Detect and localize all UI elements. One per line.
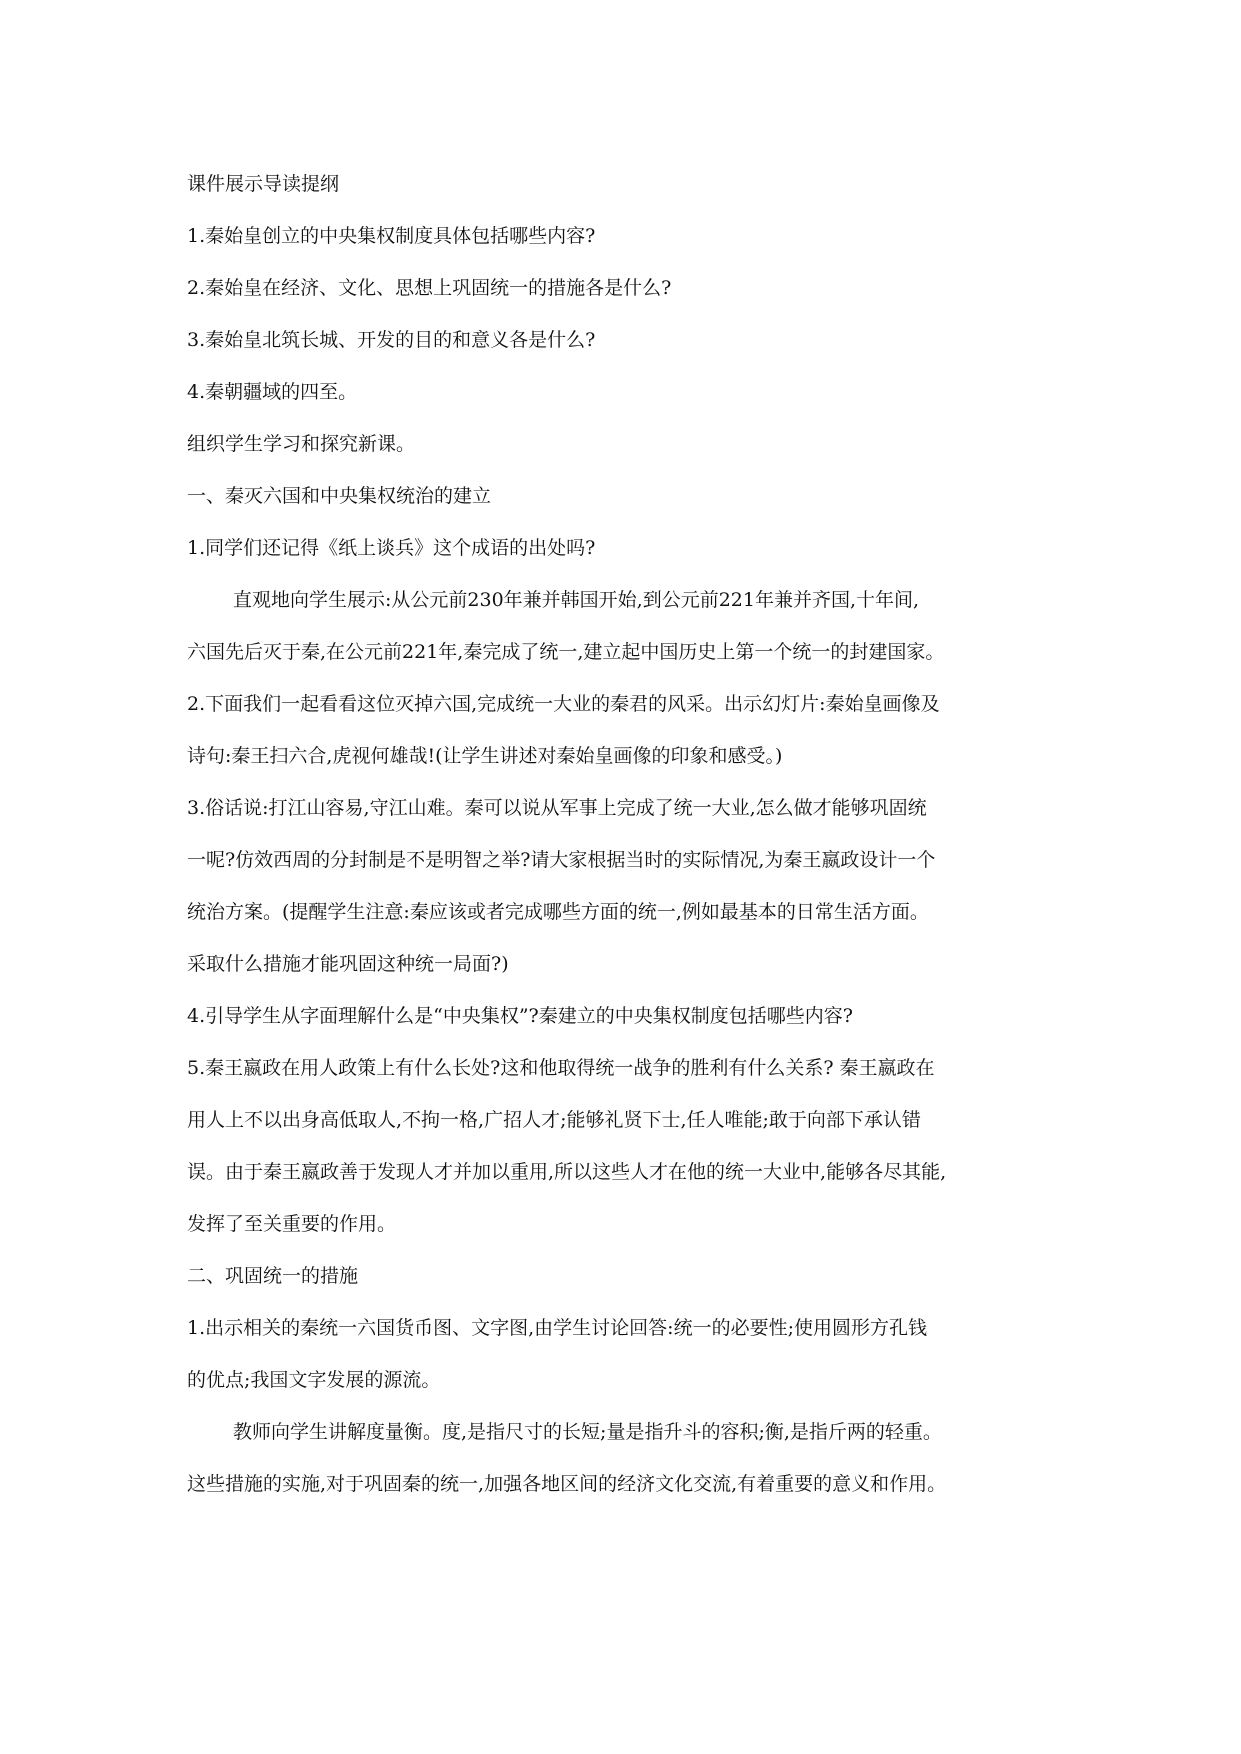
- paragraph: 3.俗话说:打江山容易,守江山难。秦可以说从军事上完成了统一大业,怎么做才能够巩固统: [187, 797, 927, 819]
- paragraph: 这些措施的实施,对于巩固秦的统一,加强各地区间的经济文化交流,有着重要的意义和作用。: [187, 1473, 947, 1495]
- paragraph: 误。由于秦王嬴政善于发现人才并加以重用,所以这些人才在他的统一大业中,能够各尽其能,: [187, 1161, 947, 1183]
- section-heading: 二、巩固统一的措施: [187, 1265, 359, 1287]
- paragraph: 4.秦朝疆域的四至。: [187, 381, 358, 403]
- paragraph: 2.下面我们一起看看这位灭掉六国,完成统一大业的秦君的风采。出示幻灯片:秦始皇画像及: [187, 693, 940, 715]
- document-body: [187, 158, 1067, 1510]
- section-heading: 一、秦灭六国和中央集权统治的建立: [187, 485, 492, 507]
- paragraph: 采取什么措施才能巩固这种统一局面?): [187, 953, 509, 975]
- paragraph: 一呢?仿效西周的分封制是不是明智之举?请大家根据当时的实际情况,为秦王嬴政设计一个: [187, 849, 936, 871]
- paragraph: 的优点;我国文字发展的源流。: [187, 1369, 441, 1391]
- paragraph: 1.出示相关的秦统一六国货币图、文字图,由学生讨论回答:统一的必要性;使用圆形方孔钱: [187, 1317, 927, 1339]
- paragraph: 4.引导学生从字面理解什么是“中央集权”?秦建立的中央集权制度包括哪些内容?: [187, 1005, 853, 1027]
- paragraph: 直观地向学生展示:从公元前230年兼并韩国开始,到公元前221年兼并齐国,十年间,: [233, 589, 920, 611]
- paragraph: 统治方案。(提醒学生注意:秦应该或者完成哪些方面的统一,例如最基本的日常生活方面。: [187, 901, 929, 923]
- paragraph: 诗句:秦王扫六合,虎视何雄哉!(让学生讲述对秦始皇画像的印象和感受。): [187, 745, 783, 767]
- paragraph: 2.秦始皇在经济、文化、思想上巩固统一的措施各是什么?: [187, 277, 672, 299]
- paragraph: 用人上不以出身高低取人,不拘一格,广招人才;能够礼贤下士,任人唯能;敢于向部下承认错: [187, 1109, 921, 1131]
- paragraph: 1.秦始皇创立的中央集权制度具体包括哪些内容?: [187, 225, 596, 247]
- paragraph: 发挥了至关重要的作用。: [187, 1213, 397, 1235]
- paragraph: 组织学生学习和探究新课。: [187, 433, 416, 455]
- paragraph: 课件展示导读提纲: [187, 173, 340, 195]
- paragraph: 六国先后灭于秦,在公元前221年,秦完成了统一,建立起中国历史上第一个统一的封建国家。: [187, 641, 945, 663]
- paragraph: 1.同学们还记得《纸上谈兵》这个成语的出处吗?: [187, 537, 596, 559]
- paragraph: 5.秦王嬴政在用人政策上有什么长处?这和他取得统一战争的胜利有什么关系? 秦王嬴政在: [187, 1057, 935, 1079]
- paragraph: 教师向学生讲解度量衡。度,是指尺寸的长短;量是指升斗的容积;衡,是指斤两的轻重。: [233, 1421, 942, 1443]
- paragraph: 3.秦始皇北筑长城、开发的目的和意义各是什么?: [187, 329, 596, 351]
